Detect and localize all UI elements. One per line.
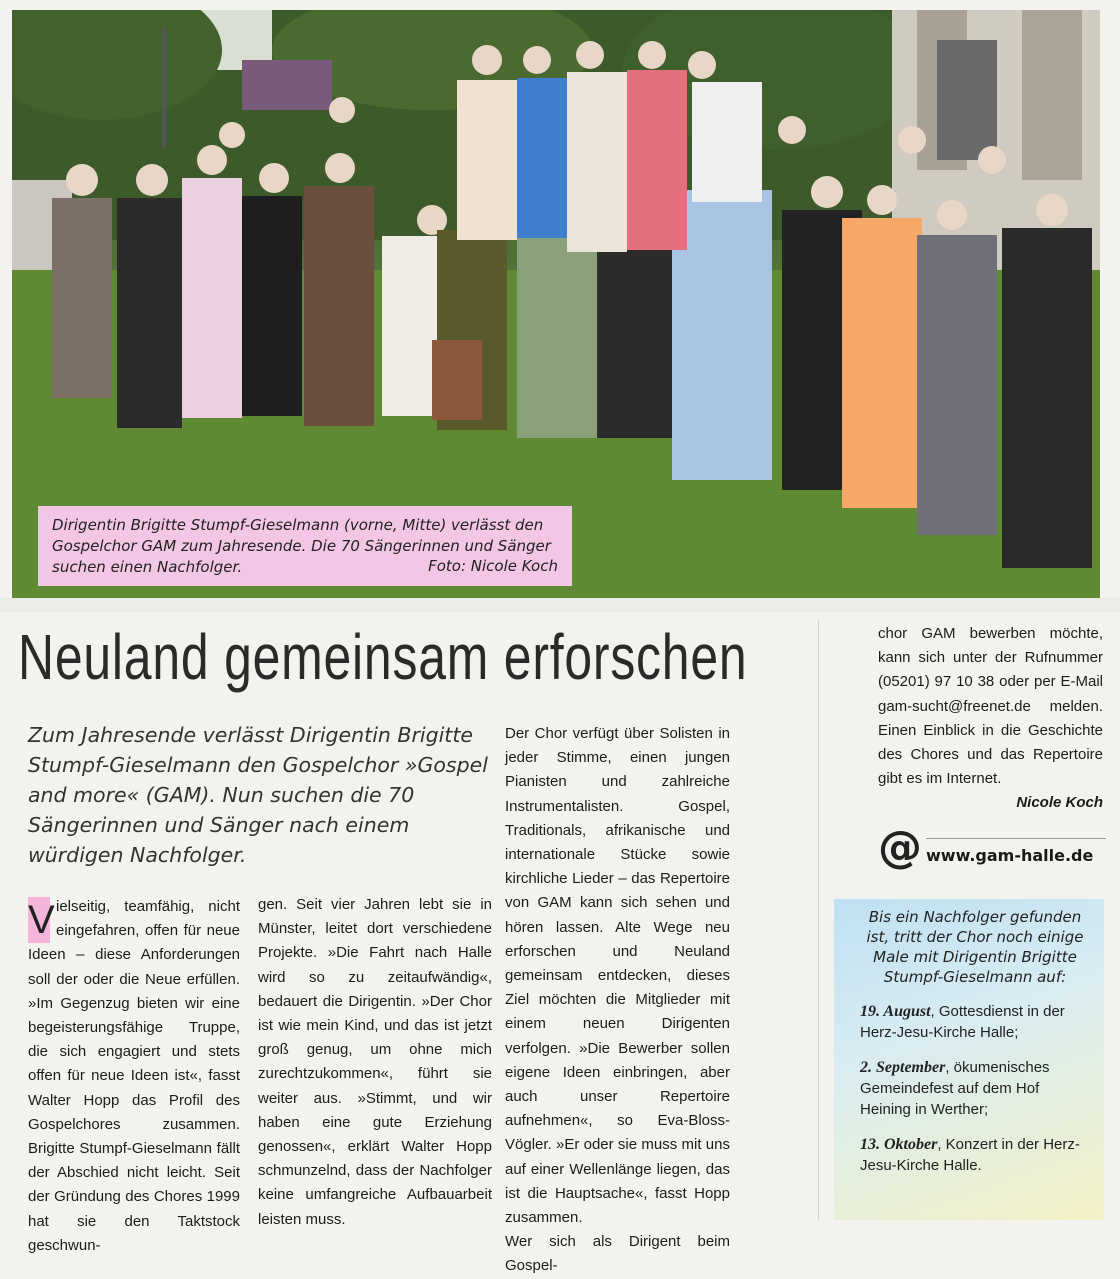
event-date: 19. August xyxy=(860,1003,931,1020)
photo-caption xyxy=(38,506,572,586)
caption-text: Dirigentin Brigitte Stumpf-Gieselmann (vorne, Mitte) verlässt den Gospelchor GAM zum Jahresende. Die 70 Sängerinnen und Sänger suchen einen Nachfolger. xyxy=(52,516,551,576)
article-headline: Neuland gemeinsam erforschen xyxy=(18,621,748,693)
column-2-text: gen. Seit vier Jahren lebt sie in Münster, leitet dort verschiedene Projekte. »Die Fahrt nach Halle wird so zu zeitaufwändig«, bedauert die Dirigentin. »Der Chor ist wie mein Kind, und das ist jetzt groß genug, um ohne mich zurechtzukommen«, führt sie weiter aus. »Stimmt, und wir haben eine gute Erziehung genossen«, erklärt Walter Hopp schmunzelnd, dass der Nachfolger keine umfangreiche Aufbauarbeit leisten muss. xyxy=(258,896,492,1228)
column-divider xyxy=(818,620,819,1220)
event-text: , Gottesdienst in der Herz-Jesu-Kirche Halle; xyxy=(860,1003,1065,1041)
infobox-event xyxy=(860,1057,1090,1120)
infobox-event xyxy=(860,1134,1090,1176)
column-3-end-text: Wer sich als Dirigent beim Gospel- xyxy=(505,1233,730,1275)
event-date: 13. Oktober xyxy=(860,1136,938,1153)
column-3-text: Der Chor verfügt über Solisten in jeder Stimme, einen jungen Pianisten und zahlreiche Instrumentalisten. Gospel, Traditionals, afrikanische und internationale Stücke sowie kirchliche Lieder – das Repertoire von GAM kann sich sehen und hören lassen. Alte Wege neu erforschen und Neuland gemeinsam entdecken, dieses Ziel möchten die Mitglieder mit einem neuen Dirigenten verfolgen. »Die Bewerber sollen eigene Ideen einbringen, aber auch unser Repertoire aufnehmen«, so Eva-Bloss-Vögler. »Er oder sie muss mit uns auf einer Wellenlänge liegen, das ist die Hauptsache«, fasst Hopp zusammen. xyxy=(505,725,730,1227)
choir-photo xyxy=(12,10,1100,598)
article-lead: Zum Jahresende verlässt Dirigentin Brigitte Stumpf-Gieselmann den Gospelchor »Gospel and more« (GAM). Nun suchen die 70 Sängerinnen und Sänger nach einem würdigen Nachfolger. xyxy=(28,723,488,867)
infobox-event xyxy=(860,1001,1090,1043)
at-icon: @ xyxy=(878,822,922,873)
article-column-2 xyxy=(258,893,492,1232)
event-date: 2. September xyxy=(860,1059,946,1076)
website-url[interactable]: www.gam-halle.de xyxy=(926,845,1094,865)
event-text: , Konzert in der Herz-Jesu-Kirche Halle. xyxy=(860,1136,1080,1174)
dates-infobox xyxy=(834,899,1104,1220)
website-reference xyxy=(878,822,1108,873)
infobox-intro: Bis ein Nachfolger gefunden ist, tritt der Chor noch einige Male mit Dirigentin Brigitte Stumpf-Gieselmann auf: xyxy=(866,908,1084,986)
website-rule xyxy=(926,838,1106,839)
separator-strip xyxy=(0,598,1120,612)
column-4-text: chor GAM bewerben möchte, kann sich unter der Rufnummer (05201) 97 10 38 oder per E-Mail gam-sucht@freenet.de melden. Einen Einblick in die Geschichte des Chores und das Repertoire gibt es im Internet. xyxy=(878,625,1103,788)
drop-cap: V xyxy=(28,898,55,942)
article-author: Nicole Koch xyxy=(1016,794,1103,812)
column-1-text: ielseitig, teamfähig, nicht eingefahren, offen für neue Ideen – diese Anforderungen soll der oder die Neue erfüllen. »Im Gegenzug bieten wir eine begeisterungsfähige Truppe, die sich engagiert und stets offen für neue Ideen ist«, fasst Walter Hopp das Profil des Gospelchores zusammen. Brigitte Stumpf-Gieselmann fällt der Abschied nicht leicht. Seit der Gründung des Chores 1999 hat sie den Taktstock geschwun- xyxy=(28,898,240,1254)
event-text: , ökumenisches Gemeindefest auf dem Hof Heining in Werther; xyxy=(860,1059,1050,1118)
article-column-1 xyxy=(28,895,240,1258)
article-column-3 xyxy=(505,722,730,1279)
photo-credit: Foto: Nicole Koch xyxy=(428,557,558,575)
article-column-4 xyxy=(878,622,1103,816)
